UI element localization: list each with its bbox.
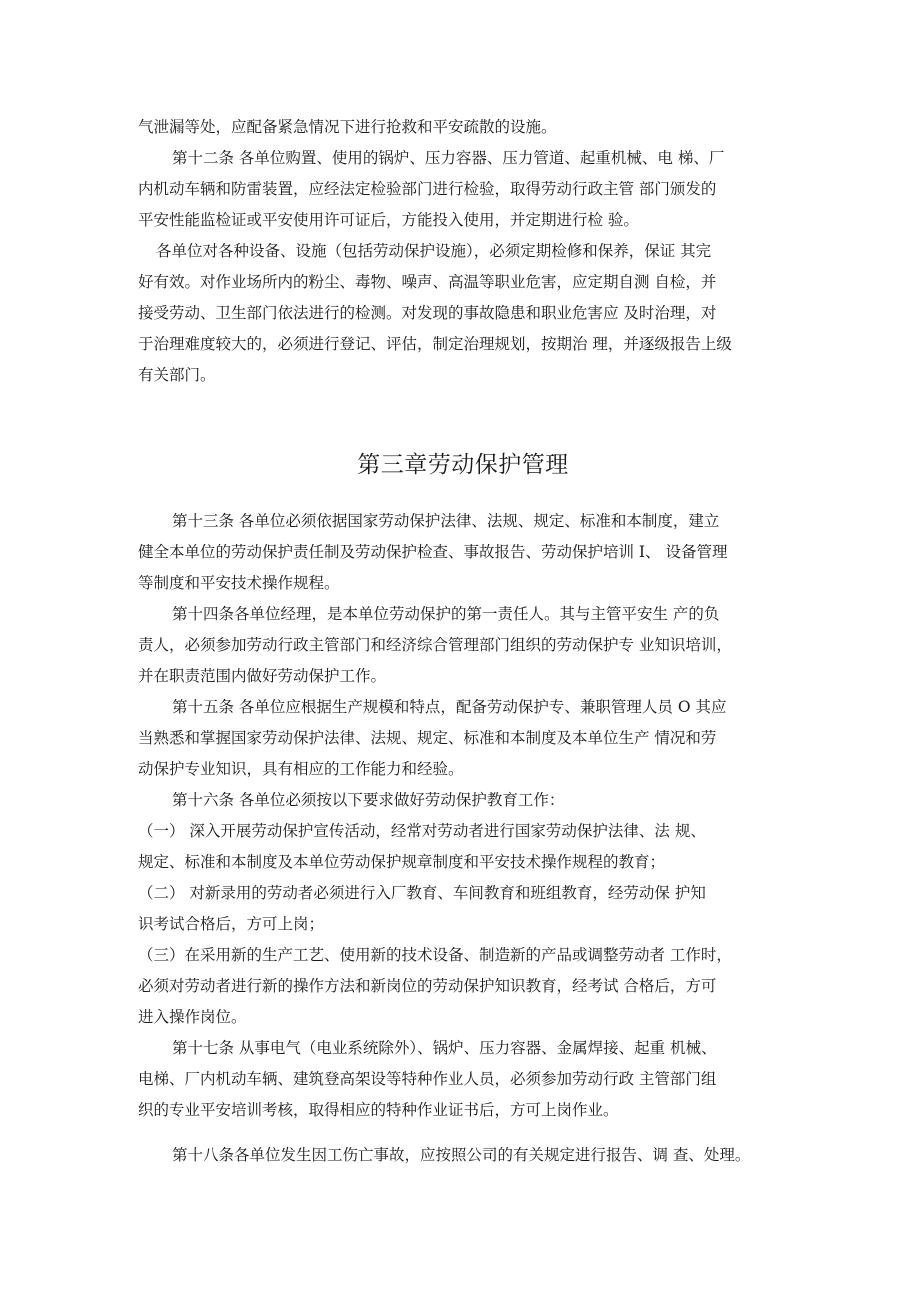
- paragraph-line: 织的专业平安培训考核，取得相应的特种作业证书后，方可上岗作业。: [138, 1101, 619, 1119]
- paragraph-line: 各单位对各种设备、设施（包括劳动保护设施），必须定期检修和保养，保证 其完: [156, 242, 712, 260]
- paragraph-line: （三）在采用新的生产工艺、使用新的技术设备、制造新的产品或调整劳动者 工作时，: [138, 946, 732, 964]
- paragraph-line: 平安性能监检证或平安使用许可证后，方能投入使用，并定期进行检 验。: [138, 211, 639, 229]
- paragraph-line: 于治理难度较大的，必须进行登记、评估，制定治理规划，按期治 理，并逐级报告上级: [138, 335, 732, 353]
- paragraph-line: 气泄漏等处，应配备紧急情况下进行抢救和平安疏散的设施。: [138, 118, 557, 136]
- paragraph-line: 规定、标准和本制度及本单位劳动保护规章制度和平安技术操作规程的教育；: [138, 853, 666, 871]
- paragraph-line: 电梯、厂内机动车辆、建筑登高架设等特种作业人员，必须参加劳动行政 主管部门组: [138, 1070, 717, 1088]
- paragraph-line: 动保护专业知识，具有相应的工作能力和经验。: [138, 760, 464, 778]
- paragraph-line: （二） 对新录用的劳动者必须进行入厂教育、车间教育和班组教育，经劳动保 护知: [138, 884, 706, 902]
- paragraph-line: 当熟悉和掌握国家劳动保护法律、法规、规定、标准和本制度及本单位生产 情况和劳: [138, 729, 717, 747]
- article-block-chapter-three: [138, 506, 788, 1126]
- paragraph-line: 好有效。对作业场所内的粉尘、毒物、噪声、高温等职业危害，应定期自测 自检，并: [138, 273, 717, 291]
- paragraph-line: 第十六条 各单位必须按以下要求做好劳动保护教育工作：: [172, 791, 565, 809]
- paragraph-line: 接受劳动、卫生部门依法进行的检测。对发现的事故隐患和职业危害应 及时治理，对: [138, 304, 717, 322]
- paragraph-line: 第十二条 各单位购置、使用的锅炉、压力容器、压力管道、起重机械、电 梯、厂: [172, 149, 725, 167]
- paragraph-line: 识考试合格后，方可上岗；: [138, 915, 325, 933]
- paragraph-line: 等制度和平安技术操作规程。: [138, 574, 340, 592]
- paragraph-line: 责人，必须参加劳动行政主管部门和经济综合管理部门组织的劳动保护专 业知识培训，: [138, 636, 732, 654]
- paragraph-line: 第十三条 各单位必须依据国家劳动保护法律、法规、规定、标准和本制度，建立: [172, 512, 720, 530]
- paragraph-line: 健全本单位的劳动保护责任制及劳动保护检查、事故报告、劳动保护培训 I、 设备管理: [138, 543, 728, 561]
- article-block-top: [138, 112, 788, 391]
- paragraph-line: 必须对劳动者进行新的操作方法和新岗位的劳动保护知识教育，经考试 合格后，方可: [138, 977, 717, 995]
- paragraph-line: 第十四条各单位经理，是本单位劳动保护的第一责任人。其与主管平安生 产的负: [172, 605, 720, 623]
- paragraph-line: 内机动车辆和防雷装置，应经法定检验部门进行检验，取得劳动行政主管 部门颁发的: [138, 180, 717, 198]
- paragraph-line: 第十八条各单位发生因工伤亡事故，应按照公司的有关规定进行报告、调 查、处理。: [172, 1146, 751, 1164]
- paragraph-line: 有关部门。: [138, 366, 216, 384]
- paragraph-line: 第十七条 从事电气（电业系统除外）、锅炉、压力容器、金属焊接、起重 机械、: [172, 1039, 717, 1057]
- article-block-eighteen: [138, 1140, 788, 1171]
- paragraph-line: 并在职责范围内做好劳动保护工作。: [138, 667, 387, 685]
- paragraph-line: （一） 深入开展劳动保护宣传活动，经常对劳动者进行国家劳动保护法律、法 规、: [138, 822, 706, 840]
- paragraph-line: 进入操作岗位。: [138, 1008, 247, 1026]
- chapter-title: 第三章劳动保护管理: [357, 452, 569, 478]
- paragraph-line: 第十五条 各单位应根据生产规模和特点，配备劳动保护专、兼职管理人员 O 其应: [172, 698, 727, 716]
